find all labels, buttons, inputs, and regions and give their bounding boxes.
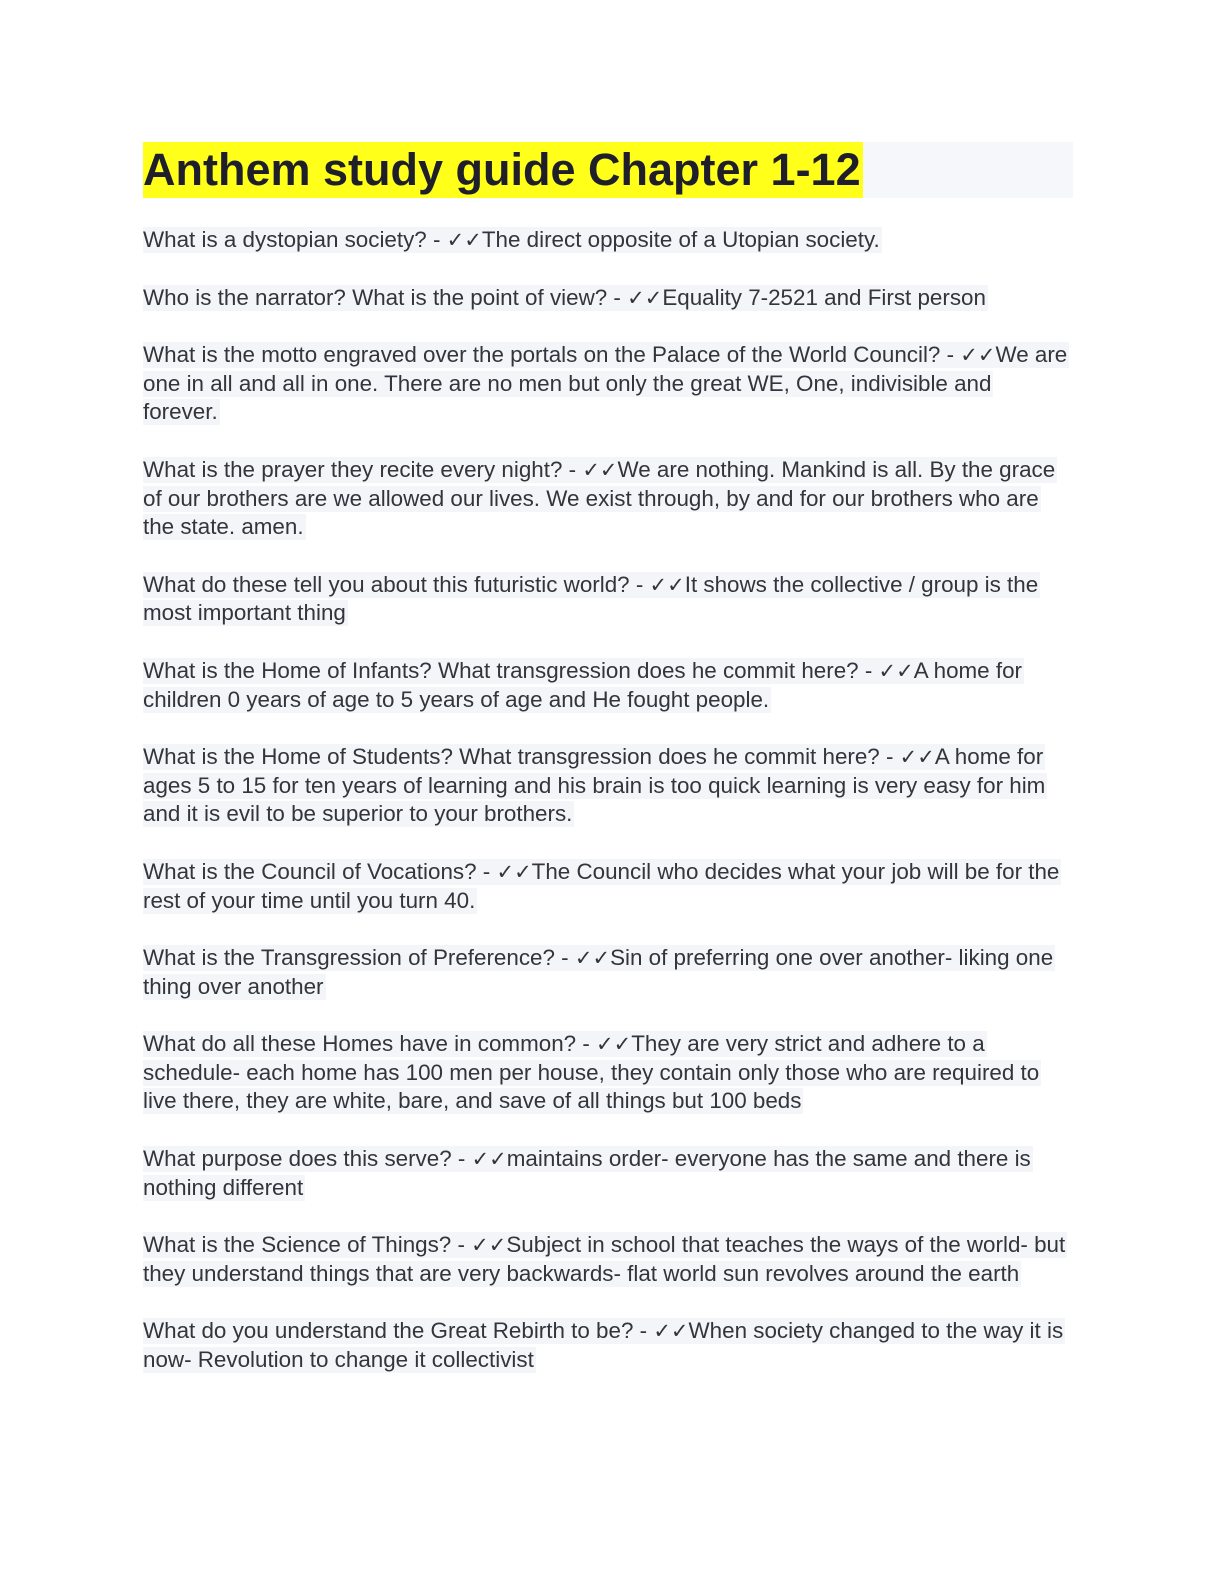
check-mark-icon: ✓✓ <box>960 343 996 368</box>
qa-item <box>143 1030 1073 1116</box>
separator: - <box>629 571 650 597</box>
check-mark-icon: ✓✓ <box>471 1147 507 1172</box>
page-title: Anthem study guide Chapter 1-12 <box>143 142 863 198</box>
qa-list <box>143 226 1073 1375</box>
check-mark-icon: ✓✓ <box>496 859 532 884</box>
answer-text: Sin of preferring one over another- liking one thing over another <box>143 945 1054 999</box>
separator: - <box>554 945 575 971</box>
question-text: What is the Home of Infants? What transgression does he commit here? <box>143 657 859 683</box>
separator: - <box>562 456 583 482</box>
answer-text: Equality 7-2521 and First person <box>662 284 986 310</box>
check-mark-icon: ✓✓ <box>627 285 663 310</box>
question-text: What purpose does this serve? <box>143 1146 452 1172</box>
answer-text: They are very strict and adhere to a schedule- each home has 100 men per house, they contain only those who are required to live there, they are white, bare, and save of all things but 100 beds <box>143 1031 1040 1114</box>
question-text: What do you understand the Great Rebirth to be? <box>143 1318 634 1344</box>
question-text: What is the prayer they recite every night? <box>143 456 563 482</box>
title-bar <box>143 142 1073 198</box>
answer-text: When society changed to the way it is now- Revolution to change it collectivist <box>143 1318 1064 1373</box>
qa-item <box>143 456 1073 542</box>
check-mark-icon: ✓✓ <box>878 658 914 683</box>
question-text: Who is the narrator? What is the point of view? <box>143 284 608 310</box>
question-text: What is a dystopian society? <box>143 227 427 252</box>
check-mark-icon: ✓✓ <box>471 1233 507 1258</box>
check-mark-icon: ✓✓ <box>596 1032 632 1057</box>
answer-text: Subject in school that teaches the ways of the world- but they understand things that are very backwards- flat world sun revolves around the earth <box>143 1232 1066 1286</box>
question-text: What do all these Homes have in common? <box>143 1031 577 1057</box>
answer-text: The direct opposite of a Utopian society. <box>481 227 880 252</box>
question-text: What is the Science of Things? <box>143 1232 452 1258</box>
qa-item <box>143 657 1073 714</box>
separator: - <box>451 1232 472 1258</box>
qa-item <box>143 226 1073 255</box>
separator: - <box>576 1031 597 1057</box>
qa-item <box>143 1231 1073 1288</box>
question-text: What do these tell you about this futuristic world? <box>143 571 630 597</box>
check-mark-icon: ✓✓ <box>446 228 482 252</box>
qa-item <box>143 284 1073 313</box>
qa-item <box>143 1317 1073 1374</box>
separator: - <box>858 657 879 683</box>
separator: - <box>607 284 628 310</box>
check-mark-icon: ✓✓ <box>899 745 935 770</box>
separator: - <box>633 1318 654 1344</box>
check-mark-icon: ✓✓ <box>574 946 611 971</box>
answer-text: maintains order- everyone has the same and there is nothing different <box>143 1146 1031 1200</box>
qa-item <box>143 858 1073 915</box>
question-text: What is the motto engraved over the portals on the Palace of the World Council? <box>143 342 941 368</box>
check-mark-icon: ✓✓ <box>582 457 618 482</box>
separator: - <box>426 227 447 252</box>
answer-text: It shows the collective / group is the most important thing <box>143 571 1039 626</box>
qa-item <box>143 571 1073 628</box>
separator: - <box>451 1146 472 1172</box>
separator: - <box>476 858 497 884</box>
answer-text: A home for ages 5 to 15 for ten years of learning and his brain is too quick learning is very easy for him and it is evil to be superior to your brothers. <box>143 744 1046 827</box>
check-mark-icon: ✓✓ <box>649 572 685 597</box>
question-text: What is the Transgression of Preference? <box>143 945 555 971</box>
qa-item <box>143 341 1073 427</box>
document-page <box>143 142 1073 1404</box>
separator: - <box>940 342 961 368</box>
answer-text: We are nothing. Mankind is all. By the grace of our brothers are we allowed our lives. We exist through, by and for our brothers who are the state. amen. <box>143 456 1056 540</box>
separator: - <box>879 744 900 770</box>
answer-text: We are one in all and all in one. There are no men but only the great WE, One, indivisible and forever. <box>143 342 1068 425</box>
answer-text: A home for children 0 years of age to 5 years of age and He fought people. <box>143 657 1022 712</box>
question-text: What is the Home of Students? What transgression does he commit here? <box>143 744 880 770</box>
check-mark-icon: ✓✓ <box>653 1319 689 1344</box>
qa-item <box>143 944 1073 1001</box>
answer-text: The Council who decides what your job will be for the rest of your time until you turn 40. <box>143 858 1060 913</box>
question-text: What is the Council of Vocations? <box>143 858 477 884</box>
qa-item <box>143 1145 1073 1202</box>
qa-item <box>143 743 1073 829</box>
